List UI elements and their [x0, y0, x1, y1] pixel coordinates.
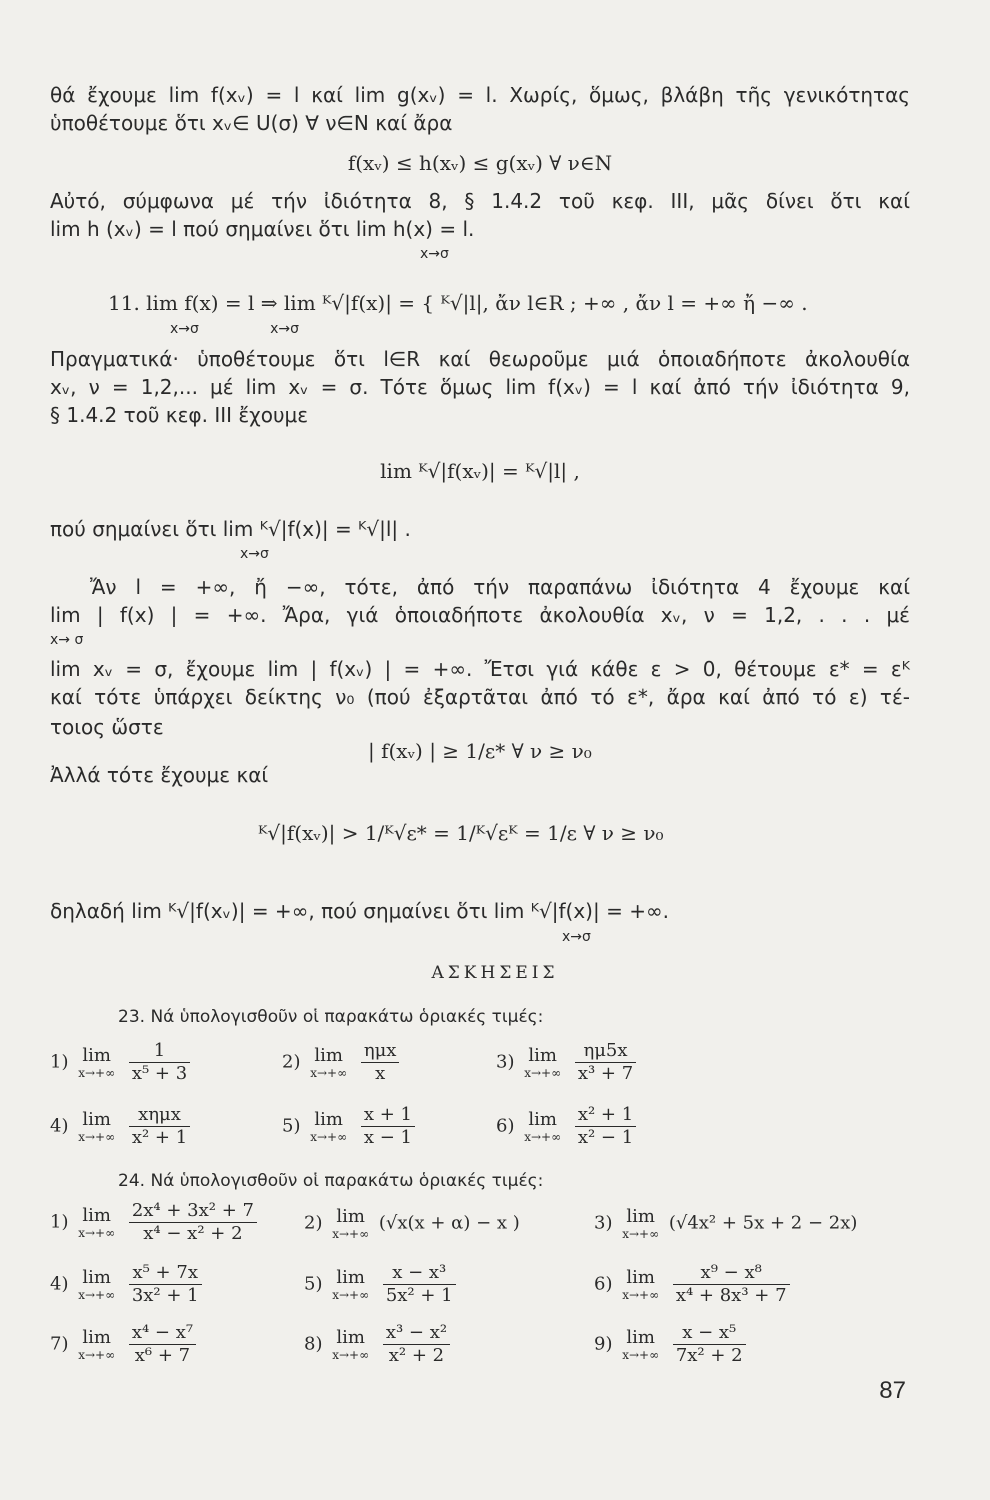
fraction [129, 1104, 190, 1149]
denominator: x³ + 7 [577, 1063, 634, 1084]
limit-operator [78, 1205, 115, 1240]
item-number: 1) [50, 1051, 69, 1073]
equation-display-1: lim ᴷ√|f(xᵥ)| = ᴷ√|l| , [380, 459, 580, 483]
text-line-13: lim xᵥ = σ, ἔχουμε lim | f(xᵥ) | = +∞. Ἔτσι γιά κάθε ε > 0, θέτουμε ε* = εᴷ [50, 657, 910, 681]
item-number: 4) [50, 1273, 69, 1295]
numerator: x⁵ + 7x [129, 1262, 202, 1285]
limit-operator [622, 1267, 659, 1302]
item-number: 3) [496, 1051, 515, 1073]
fraction [129, 1262, 202, 1307]
limit-operator [524, 1045, 561, 1080]
numerator: ημx [361, 1040, 400, 1063]
numerator: x³ − x² [383, 1322, 450, 1345]
ex24-item-2 [304, 1206, 520, 1241]
lim-word: lim [82, 1109, 111, 1130]
lim-subscript: x→+∞ [524, 1130, 562, 1144]
proposition-11-subscripts: x→σ x→σ [170, 321, 299, 337]
inequality-display: f(xᵥ) ≤ h(xᵥ) ≤ g(xᵥ) ∀ ν∈N [347, 151, 613, 175]
denominator: 7x² + 2 [675, 1345, 743, 1366]
lim-subscript: x→+∞ [78, 1066, 116, 1080]
ex24-item-6 [594, 1262, 794, 1307]
ex24-item-3 [594, 1206, 857, 1241]
lim-subscript: x→+∞ [622, 1348, 660, 1362]
fraction [575, 1104, 636, 1149]
numerator: x² + 1 [575, 1104, 636, 1127]
proposition-11: 11. lim f(x) = l ⇒ lim ᴷ√|f(x)| = { ᴷ√|l|, ἄν l∈R ; +∞ , ἄν l = +∞ ἤ −∞ . [108, 291, 808, 315]
fraction [361, 1040, 400, 1085]
limit-operator [524, 1109, 561, 1144]
ex24-item-4 [50, 1262, 206, 1307]
fraction [673, 1262, 790, 1307]
denominator: 3x² + 1 [131, 1285, 199, 1306]
expression: (√4x² + 5x + 2 − 2x) [668, 1212, 858, 1234]
equation-display-3: ᴷ√|f(xᵥ)| > 1/ᴷ√ε* = 1/ᴷ√εᴷ = 1/ε ∀ ν ≥ ν₀ [258, 821, 664, 845]
numerator: x⁴ − x⁷ [129, 1322, 196, 1345]
lim-subscript: x→+∞ [622, 1288, 660, 1302]
numerator: x⁹ − x⁸ [673, 1262, 790, 1285]
text-line-2: ὑποθέτουμε ὅτι xᵥ∈ U(σ) ∀ ν∈N καί ἄρα [50, 111, 453, 135]
numerator: xημx [129, 1104, 190, 1127]
text-line-1: θά ἔχουμε lim f(xᵥ) = l καί lim g(xᵥ) = l. Χωρίς, ὅμως, βλάβη τῆς γενικότητας [50, 83, 910, 107]
text-line-7: Πραγματικά· ὑποθέτουμε ὅτι l∈R καί θεωροῦμε μιά ὁποιαδήποτε ἀκολουθία [50, 347, 910, 371]
item-number: 4) [50, 1115, 69, 1137]
item-number: 2) [304, 1212, 323, 1234]
ex23-item-4 [50, 1104, 194, 1149]
lim-subscript: x→+∞ [524, 1066, 562, 1080]
exercise-23-intro: 23. Νά ὑπολογισθοῦν οἱ παρακάτω ὁριακές τιμές: [118, 1007, 544, 1027]
lim-word: lim [314, 1045, 343, 1066]
numerator: x − x⁵ [673, 1322, 746, 1345]
lim-word: lim [336, 1206, 365, 1227]
denominator: 5x² + 1 [385, 1285, 453, 1306]
lim-subscript: x→+∞ [622, 1227, 660, 1241]
denominator: x⁴ + 8x³ + 7 [675, 1285, 787, 1306]
limit-operator [78, 1109, 115, 1144]
item-number: 6) [496, 1115, 515, 1137]
fraction [129, 1322, 196, 1367]
denominator: x − 1 [363, 1127, 412, 1148]
item-number: 3) [594, 1212, 613, 1234]
lim-word: lim [528, 1109, 557, 1130]
fraction [575, 1040, 636, 1085]
numerator: 2x⁴ + 3x² + 7 [129, 1200, 257, 1223]
limit-subscript-3: x→ σ [50, 632, 84, 648]
fraction [673, 1322, 746, 1367]
text-line-9: § 1.4.2 τοῦ κεφ. III ἔχουμε [50, 403, 309, 427]
item-number: 7) [50, 1333, 69, 1355]
lim-word: lim [626, 1327, 655, 1348]
fraction [129, 1200, 257, 1245]
item-number: 8) [304, 1333, 323, 1355]
lim-word: lim [626, 1267, 655, 1288]
fraction [129, 1040, 190, 1085]
lim-subscript: x→+∞ [332, 1288, 370, 1302]
limit-operator [332, 1327, 369, 1362]
lim-word: lim [336, 1327, 365, 1348]
expression: (√x(x + α) − x ) [378, 1212, 520, 1234]
text-line-12: lim | f(x) | = +∞. Ἄρα, γιά ὁποιαδήποτε ἀκολουθία xᵥ, ν = 1,2, . . . μέ [50, 603, 910, 627]
ex24-item-9 [594, 1322, 750, 1367]
text-line-10: πού σημαίνει ὅτι lim ᴷ√|f(x)| = ᴷ√|l| . [50, 517, 411, 541]
lim-word: lim [314, 1109, 343, 1130]
ex24-item-7 [50, 1322, 200, 1367]
denominator: x [375, 1063, 386, 1084]
limit-operator [622, 1327, 659, 1362]
numerator: x − x³ [383, 1262, 456, 1285]
text-line-14: καί τότε ὑπάρχει δείκτης ν₀ (πού ἐξαρτᾶται ἀπό τό ε*, ἄρα καί ἀπό τό ε) τέ- [50, 685, 910, 709]
page-number: 87 [879, 1377, 906, 1404]
lim-word: lim [336, 1267, 365, 1288]
item-number: 9) [594, 1333, 613, 1355]
lim-word: lim [626, 1206, 655, 1227]
text-line-16: Ἀλλά τότε ἔχουμε καί [50, 763, 269, 787]
ex24-item-8 [304, 1322, 454, 1367]
text-line-17: δηλαδή lim ᴷ√|f(xᵥ)| = +∞, πού σημαίνει ὅτι lim ᴷ√|f(x)| = +∞. [50, 899, 669, 923]
fraction [361, 1104, 415, 1149]
denominator: x⁴ − x² + 2 [143, 1223, 243, 1244]
limit-operator [78, 1267, 115, 1302]
item-number: 1) [50, 1211, 69, 1233]
text-line-5: lim h (xᵥ) = l πού σημαίνει ὅτι lim h(x) = l. [50, 217, 475, 241]
lim-subscript: x→+∞ [78, 1288, 116, 1302]
denominator: x⁵ + 3 [131, 1063, 188, 1084]
limit-subscript-2: x→σ [240, 546, 269, 562]
limit-subscript-1: x→σ [420, 246, 449, 262]
text-line-4: Αὐτό, σύμφωνα μέ τήν ἰδιότητα 8, § 1.4.2 τοῦ κεφ. III, μᾶς δίνει ὅτι καί [50, 189, 910, 213]
limit-operator [622, 1206, 659, 1241]
exercises-heading: ΑΣΚΗΣΕΙΣ [431, 963, 559, 983]
numerator: x + 1 [361, 1104, 415, 1127]
lim-subscript: x→+∞ [78, 1130, 116, 1144]
lim-subscript: x→+∞ [78, 1348, 116, 1362]
ex24-item-5 [304, 1262, 460, 1307]
lim-word: lim [528, 1045, 557, 1066]
numerator: 1 [129, 1040, 190, 1063]
numerator: ημ5x [575, 1040, 636, 1063]
lim-word: lim [82, 1267, 111, 1288]
item-number: 6) [594, 1273, 613, 1295]
text-line-11: Ἄν l = +∞, ἤ −∞, τότε, ἀπό τήν παραπάνω ἰδιότητα 4 ἔχουμε καί [90, 575, 910, 599]
limit-operator [332, 1206, 369, 1241]
lim-word: lim [82, 1205, 111, 1226]
fraction [383, 1262, 456, 1307]
limit-operator [310, 1045, 347, 1080]
lim-subscript: x→+∞ [78, 1226, 116, 1240]
limit-subscript-4: x→σ [562, 929, 591, 945]
limit-operator [332, 1267, 369, 1302]
lim-word: lim [82, 1045, 111, 1066]
lim-subscript: x→+∞ [310, 1130, 348, 1144]
ex23-item-6 [496, 1104, 640, 1149]
denominator: x⁶ + 7 [134, 1345, 191, 1366]
limit-operator [78, 1327, 115, 1362]
denominator: x² + 2 [388, 1345, 445, 1366]
fraction [383, 1322, 450, 1367]
exercise-24-intro: 24. Νά ὑπολογισθοῦν οἱ παρακάτω ὁριακές τιμές: [118, 1171, 544, 1191]
item-number: 5) [282, 1115, 301, 1137]
ex23-item-1 [50, 1040, 194, 1085]
ex24-item-1 [50, 1200, 261, 1245]
lim-word: lim [82, 1327, 111, 1348]
text-line-8: xᵥ, ν = 1,2,... μέ lim xᵥ = σ. Τότε ὅμως lim f(xᵥ) = l καί ἀπό τήν ἰδιότητα 9, [50, 375, 910, 399]
ex23-item-2 [282, 1040, 403, 1085]
item-number: 2) [282, 1051, 301, 1073]
text-line-15: τοιος ὥστε [50, 715, 164, 739]
ex23-item-3 [496, 1040, 640, 1085]
limit-operator [310, 1109, 347, 1144]
denominator: x² + 1 [131, 1127, 188, 1148]
lim-subscript: x→+∞ [332, 1227, 370, 1241]
ex23-item-5 [282, 1104, 419, 1149]
lim-subscript: x→+∞ [332, 1348, 370, 1362]
denominator: x² − 1 [577, 1127, 634, 1148]
item-number: 5) [304, 1273, 323, 1295]
lim-subscript: x→+∞ [310, 1066, 348, 1080]
equation-display-2: | f(xᵥ) | ≥ 1/ε* ∀ ν ≥ ν₀ [368, 739, 592, 763]
limit-operator [78, 1045, 115, 1080]
